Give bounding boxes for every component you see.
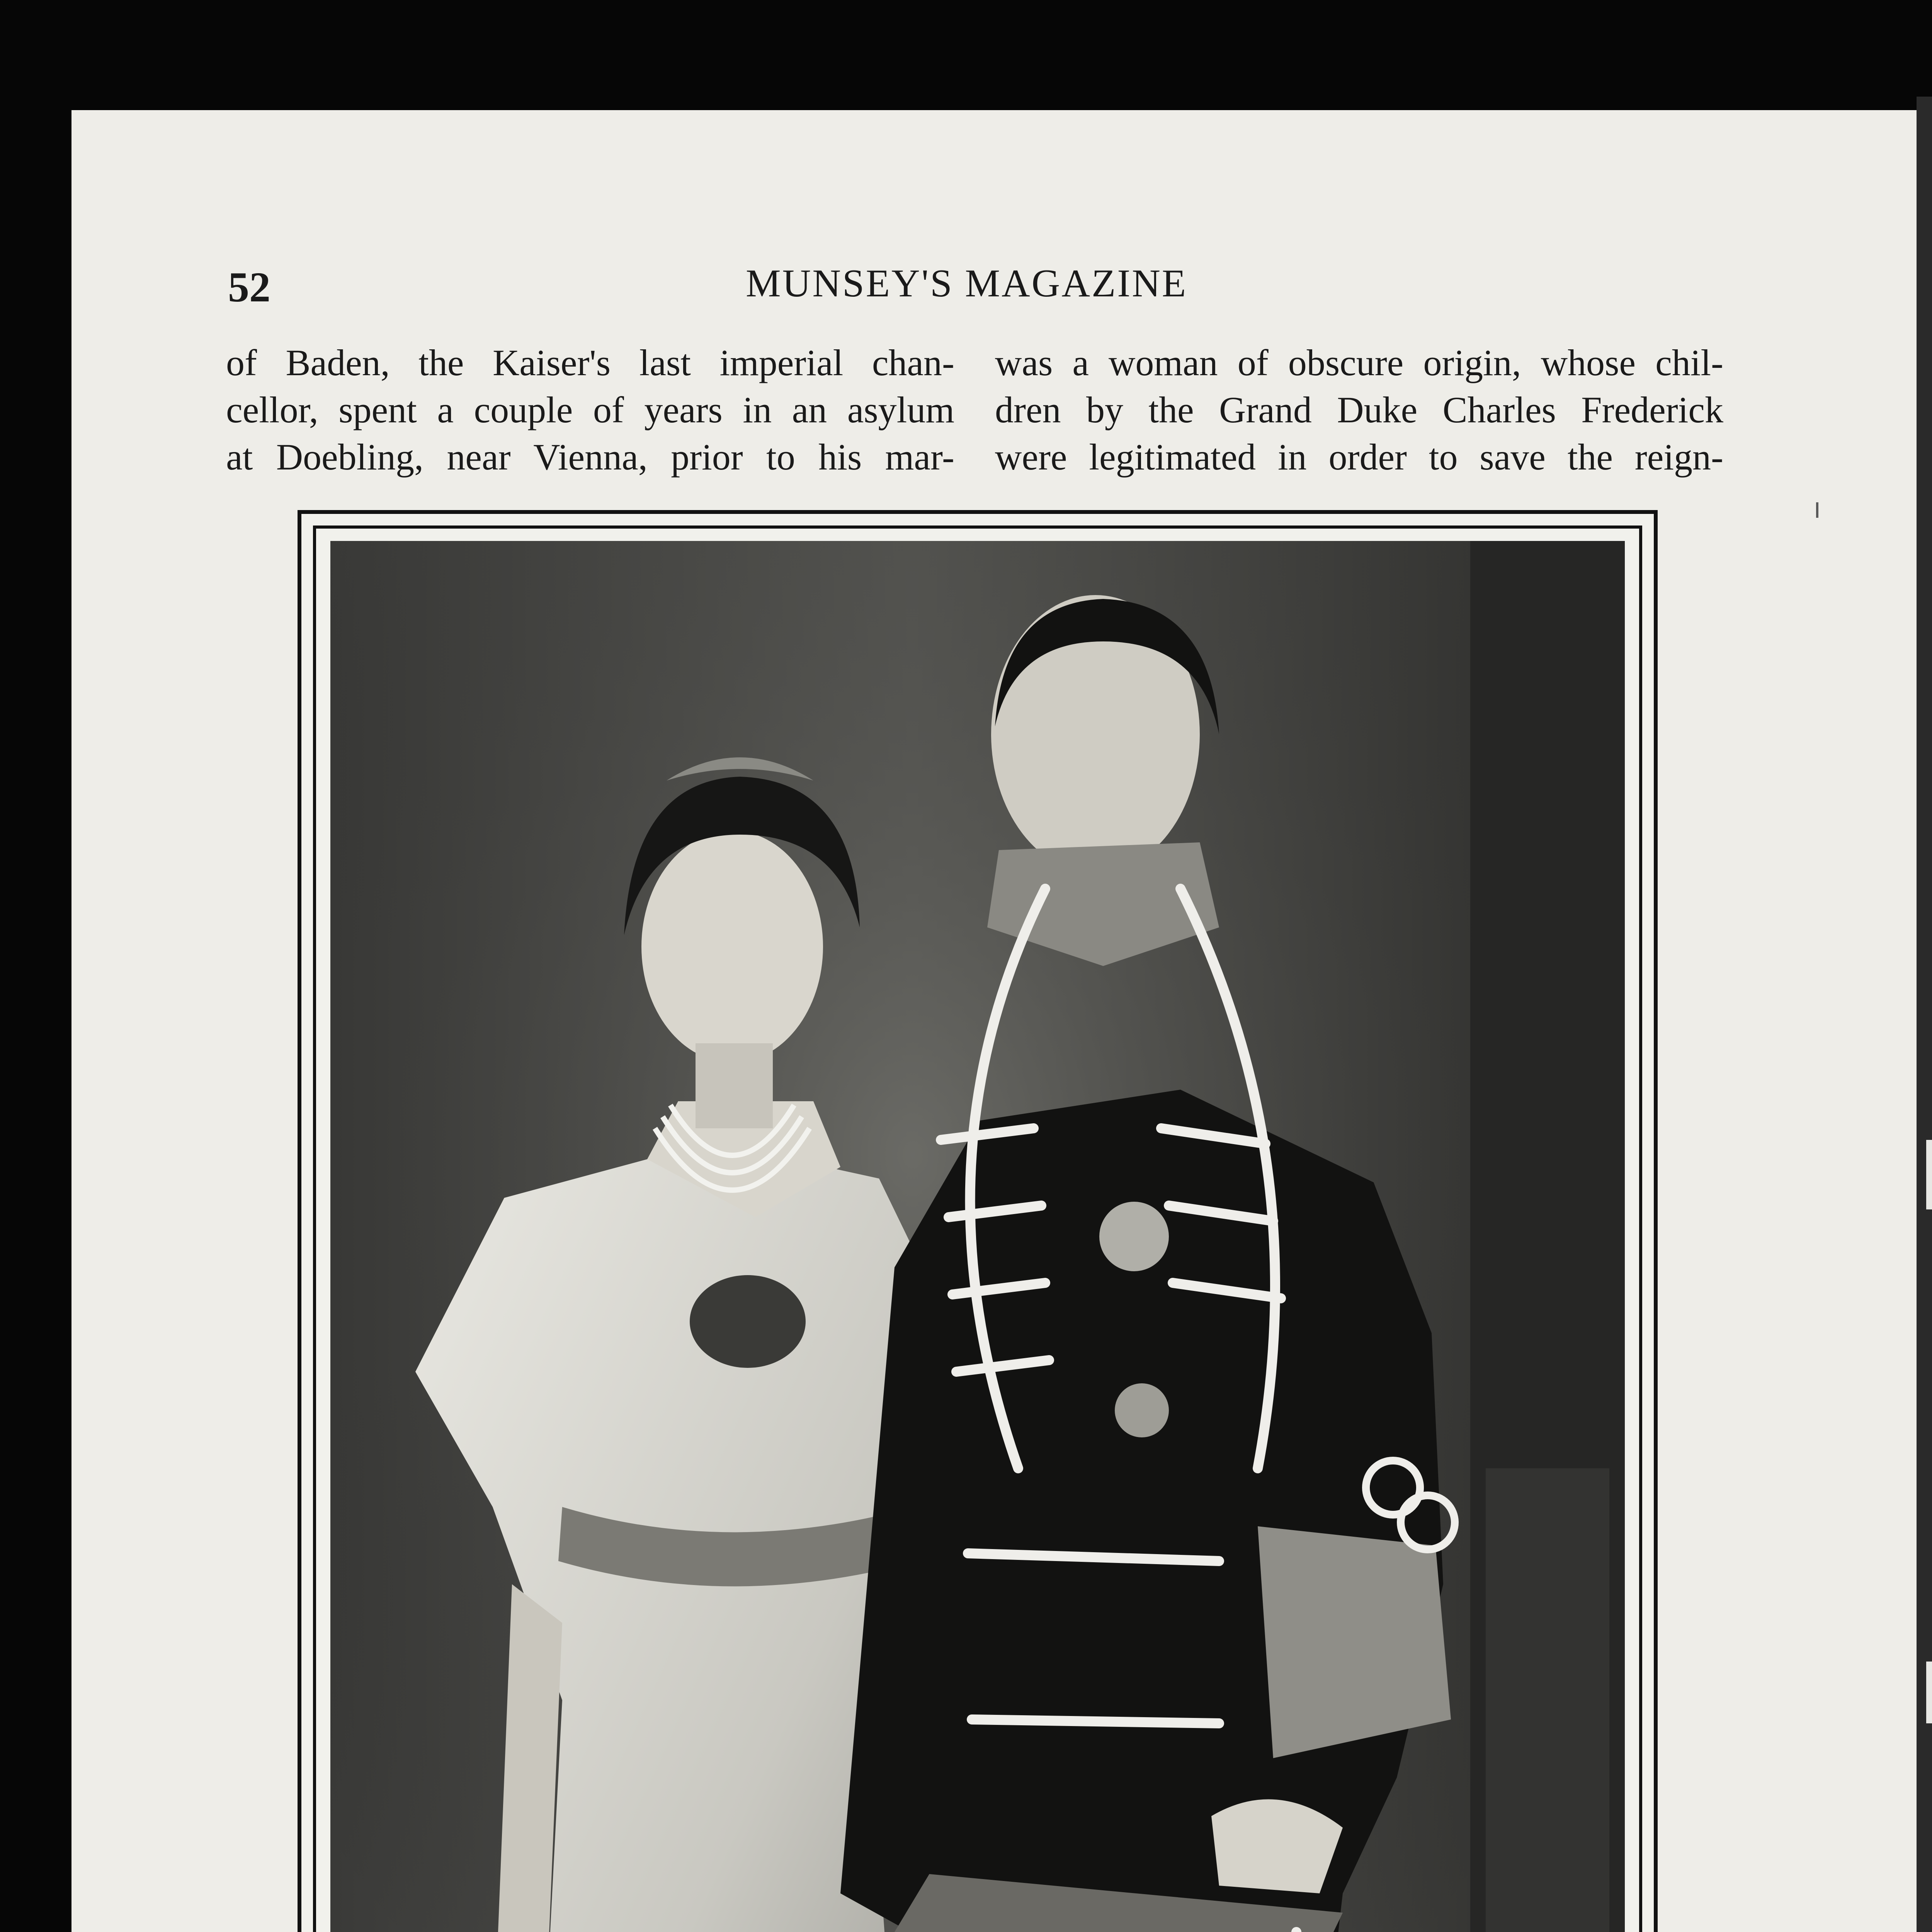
photo-frame: [298, 510, 1658, 1932]
running-head: MUNSEY'S MAGAZINE: [746, 262, 1188, 305]
page-edge-mark: [1926, 1140, 1932, 1209]
spine-shadow: [1917, 97, 1932, 1932]
page-number: 52: [228, 264, 270, 311]
text-line: was a woman of obscure origin, whose chil-: [995, 342, 1723, 383]
text-line: of Baden, the Kaiser's last imperial chan-: [226, 342, 954, 383]
text-line: dren by the Grand Duke Charles Frederick: [995, 389, 1723, 430]
text-line: were legitimated in order to save the reign-: [995, 436, 1723, 478]
text-line: at Doebling, near Vienna, prior to his mar-: [226, 436, 954, 478]
top-left-column: [226, 339, 954, 481]
top-right-column: [995, 339, 1723, 481]
portrait-illustration: [330, 541, 1625, 1932]
portrait-photograph: [330, 541, 1625, 1932]
page-edge-mark: [1926, 1662, 1932, 1723]
text-line: cellor, spent a couple of years in an asylum: [226, 389, 954, 430]
scan-artifact: [1816, 502, 1818, 518]
